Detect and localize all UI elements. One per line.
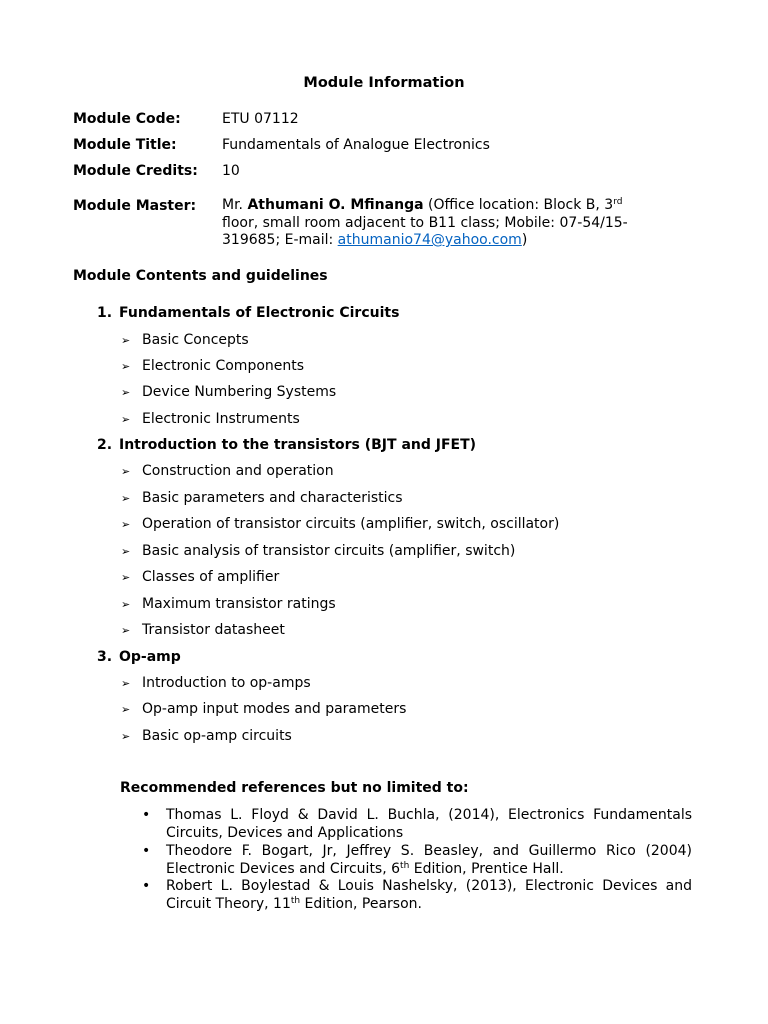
references-heading: Recommended references but no limited to:: [120, 780, 469, 796]
bullet-dot-icon: •: [142, 878, 151, 894]
module-master-value: [222, 197, 642, 250]
bullet-dot-icon: •: [142, 843, 151, 859]
list-item: [121, 701, 406, 717]
list-item-text: Classes of amplifier: [142, 569, 280, 585]
email-link[interactable]: athumanio74@yahoo.com: [337, 232, 522, 248]
module-code-label: Module Code:: [73, 111, 181, 127]
section-title: Op-amp: [119, 649, 181, 665]
module-title-label: Module Title:: [73, 137, 177, 153]
master-office: (Office location: Block B, 3: [423, 197, 614, 213]
list-item: [121, 622, 285, 638]
arrow-bullet-icon: ➢: [121, 360, 131, 373]
list-item-text: Construction and operation: [142, 463, 334, 479]
arrow-bullet-icon: ➢: [121, 598, 131, 611]
section-title: Introduction to the transistors (BJT and JFET): [119, 437, 477, 453]
list-item-text: Transistor datasheet: [142, 622, 285, 638]
arrow-bullet-icon: ➢: [121, 703, 131, 716]
arrow-bullet-icon: ➢: [121, 730, 131, 743]
reference-sup: th: [400, 860, 410, 871]
list-item: [121, 543, 515, 559]
reference-text-end: Edition, Pearson.: [300, 895, 422, 912]
section-title: Fundamentals of Electronic Circuits: [119, 305, 400, 321]
arrow-bullet-icon: ➢: [121, 334, 131, 347]
contents-heading: Module Contents and guidelines: [73, 268, 328, 284]
reference-item: [142, 807, 692, 842]
master-prefix: Mr.: [222, 197, 248, 213]
section-heading: [97, 437, 476, 453]
reference-text-main: Theodore F. Bogart, Jr, Jeffrey S. Beasley, and Guillermo Rico (2004) Electronic Devices and Circuits, 6: [166, 843, 692, 877]
reference-text-main: Thomas L. Floyd & David L. Buchla, (2014), Electronics Fundamentals Circuits, Devices and Applications: [166, 807, 692, 841]
list-item-text: Op-amp input modes and parameters: [142, 701, 407, 717]
list-item-text: Electronic Components: [142, 358, 305, 374]
module-master-label: Module Master:: [73, 198, 197, 214]
list-item: [121, 384, 336, 400]
list-item-text: Basic analysis of transistor circuits (amplifier, switch): [142, 543, 516, 559]
section-number: 1.: [97, 305, 113, 321]
list-item: [121, 463, 334, 479]
section-heading: [97, 649, 181, 665]
list-item: [121, 358, 304, 374]
reference-item: [142, 843, 692, 878]
list-item-text: Operation of transistor circuits (amplifier, switch, oscillator): [142, 516, 560, 532]
module-credits-label: Module Credits:: [73, 163, 198, 179]
master-close: ): [521, 232, 528, 248]
section-number: 2.: [97, 437, 113, 453]
arrow-bullet-icon: ➢: [121, 545, 131, 558]
list-item: [121, 569, 279, 585]
arrow-bullet-icon: ➢: [121, 413, 131, 426]
reference-text: [166, 807, 692, 842]
arrow-bullet-icon: ➢: [121, 518, 131, 531]
list-item-text: Maximum transistor ratings: [142, 596, 336, 612]
reference-text: [166, 878, 692, 913]
list-item: [121, 596, 336, 612]
list-item: [121, 332, 249, 348]
arrow-bullet-icon: ➢: [121, 571, 131, 584]
module-credits-value: 10: [222, 163, 240, 179]
list-item-text: Introduction to op-amps: [142, 675, 311, 691]
master-details: floor, small room adjacent to B11 class; Mobile: 07-54/15-319685; E-mail:: [222, 214, 628, 248]
reference-text: [166, 843, 692, 878]
arrow-bullet-icon: ➢: [121, 492, 131, 505]
list-item: [121, 490, 403, 506]
arrow-bullet-icon: ➢: [121, 465, 131, 478]
list-item-text: Basic op-amp circuits: [142, 728, 292, 744]
list-item: [121, 675, 311, 691]
arrow-bullet-icon: ➢: [121, 624, 131, 637]
section-number: 3.: [97, 649, 113, 665]
reference-item: [142, 878, 692, 913]
reference-sup: th: [290, 895, 301, 906]
module-title-value: Fundamentals of Analogue Electronics: [222, 137, 490, 153]
list-item-text: Basic parameters and characteristics: [142, 490, 403, 506]
arrow-bullet-icon: ➢: [121, 386, 131, 399]
list-item: [121, 516, 559, 532]
list-item: [121, 411, 300, 427]
page-title: Module Information: [303, 75, 465, 91]
list-item-text: Basic Concepts: [142, 332, 249, 348]
list-item: [121, 728, 292, 744]
master-sup: rd: [613, 197, 623, 207]
list-item-text: Electronic Instruments: [142, 411, 300, 427]
section-heading: [97, 305, 399, 321]
reference-text-main: Robert L. Boylestad & Louis Nashelsky, (2013), Electronic Devices and Circuit Theory, 11: [166, 878, 692, 912]
reference-text-end: Edition, Prentice Hall.: [409, 860, 564, 877]
bullet-dot-icon: •: [142, 807, 151, 823]
module-code-value: ETU 07112: [222, 111, 299, 127]
list-item-text: Device Numbering Systems: [142, 384, 337, 400]
master-name: Athumani O. Mfinanga: [247, 197, 424, 213]
arrow-bullet-icon: ➢: [121, 677, 131, 690]
